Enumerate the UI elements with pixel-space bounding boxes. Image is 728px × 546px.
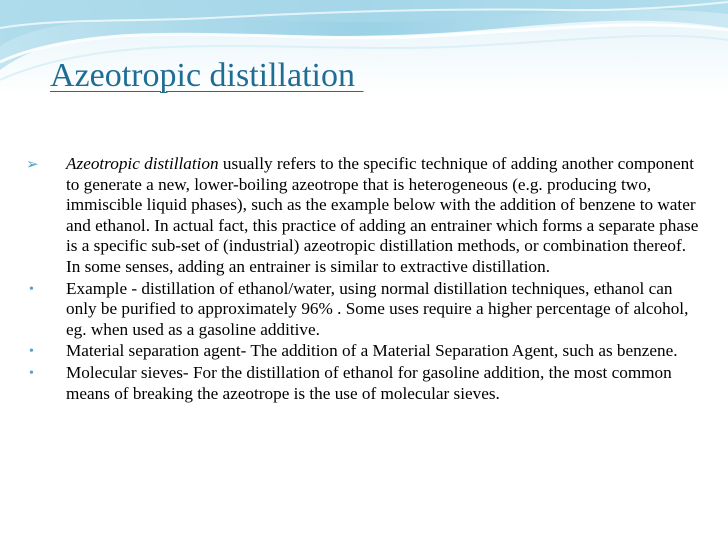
bullet-text: usually refers to the specific technique of adding another component to generate a new, lower-boiling azeotrope that is heterogeneous (e.g. producing two, immiscible liquid phases), such as the example below with the addition of benzene to water and ethanol. In actual fact, this practice of adding an entrainer which forms a separate phase is a specific sub-set of (industrial) azeotropic distillation methods, or combination thereof. In some senses, adding an entrainer is similar to extractive distillation. — [66, 154, 699, 276]
bullet-italic-lead: Azeotropic distillation — [66, 154, 219, 173]
dot-bullet-icon: • — [29, 344, 34, 360]
bullet-item — [26, 154, 700, 278]
bullet-list — [26, 154, 700, 405]
arrow-bullet-icon: ➢ — [26, 157, 39, 173]
dot-bullet-icon: • — [29, 281, 34, 297]
bullet-item — [26, 341, 700, 362]
bullet-item — [26, 363, 700, 404]
dot-bullet-icon: • — [29, 365, 34, 381]
bullet-item — [26, 279, 700, 341]
bullet-text: Molecular sieves- For the distillation of ethanol for gasoline addition, the most common means of breaking the azeotrope is the use of molecular sieves. — [66, 362, 672, 403]
bullet-text: Material separation agent- The addition of a Material Separation Agent, such as benzene. — [66, 341, 678, 361]
bullet-text: Example - distillation of ethanol/water, using normal distillation techniques, ethanol can only be purified to approximately 96% . Some uses require a higher percentage of alcohol, eg. when used as a gasoline additive. — [66, 278, 689, 339]
slide-title: Azeotropic distillation — [50, 57, 364, 94]
